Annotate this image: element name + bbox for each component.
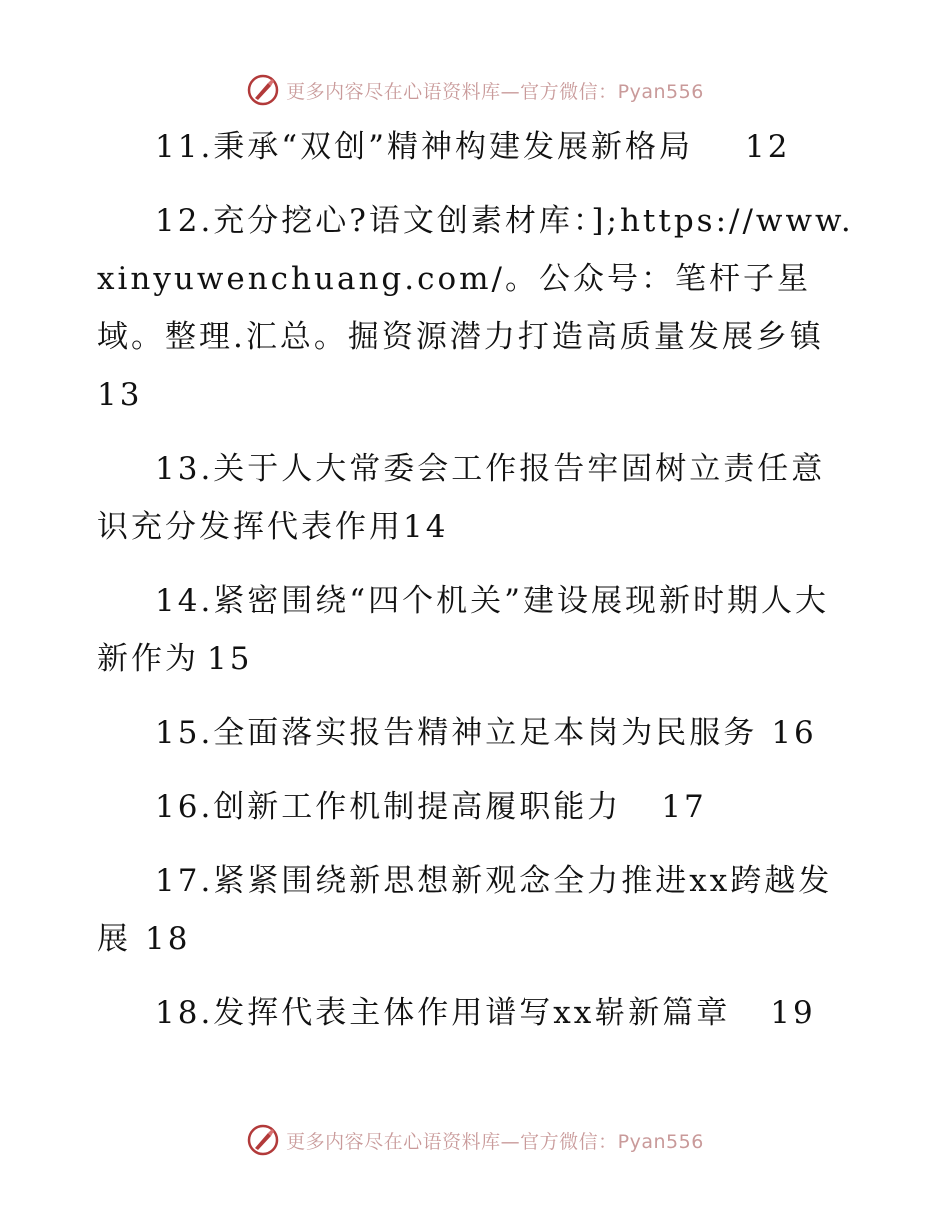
toc-entry-title: 16.创新工作机制提高履职能力: [155, 789, 622, 825]
toc-entry-title: 15.全面落实报告精神立足本岗为民服务: [155, 715, 758, 751]
toc-entry-page: 18: [145, 921, 191, 957]
watermark-text: 更多内容尽在心语资料库—官方微信：Pyan556: [286, 80, 704, 103]
toc-entry-page: 13: [97, 377, 143, 413]
toc-entry: [97, 704, 857, 762]
toc-entry: [97, 778, 857, 836]
toc-entry-title: 18.发挥代表主体作用谱写xx崭新篇章: [155, 995, 731, 1031]
toc-entry: [97, 192, 857, 424]
toc-entry-title: 12.充分挖心?语文创素材库：];https://www.xinyuwenchuang.com/。公众号：笔杆子星域。整理.汇总。掘资源潜力打造高质量发展乡镇: [97, 203, 854, 355]
watermark-header: [0, 70, 950, 110]
toc-entry-page: 12: [745, 129, 791, 165]
toc-list: [97, 118, 857, 1058]
toc-entry: [97, 984, 857, 1042]
toc-entry: [97, 572, 857, 688]
watermark-text: 更多内容尽在心语资料库—官方微信：Pyan556: [286, 1130, 704, 1153]
toc-entry-page: 17: [661, 789, 707, 825]
pen-logo-icon: [246, 1123, 280, 1157]
toc-entry-title: 14.紧密围绕“四个机关”建设展现新时期人大新作为: [97, 583, 829, 677]
watermark-footer: [0, 1120, 950, 1160]
toc-entry-title: 11.秉承“双创”精神构建发展新格局: [155, 129, 693, 165]
toc-entry-page: 14: [403, 509, 449, 545]
toc-entry-title: 17.紧紧围绕新思想新观念全力推进xx跨越发展: [97, 863, 833, 957]
watermark-inner: [246, 73, 704, 107]
toc-entry-page: 16: [771, 715, 817, 751]
toc-entry-page: 15: [207, 641, 253, 677]
pen-logo-icon: [246, 73, 280, 107]
toc-entry: [97, 440, 857, 556]
toc-entry: [97, 852, 857, 968]
toc-entry: [97, 118, 857, 176]
toc-entry-title: 13.关于人大常委会工作报告牢固树立责任意识充分发挥代表作用: [97, 451, 826, 545]
toc-entry-page: 19: [770, 995, 816, 1031]
watermark-inner: [246, 1123, 704, 1157]
